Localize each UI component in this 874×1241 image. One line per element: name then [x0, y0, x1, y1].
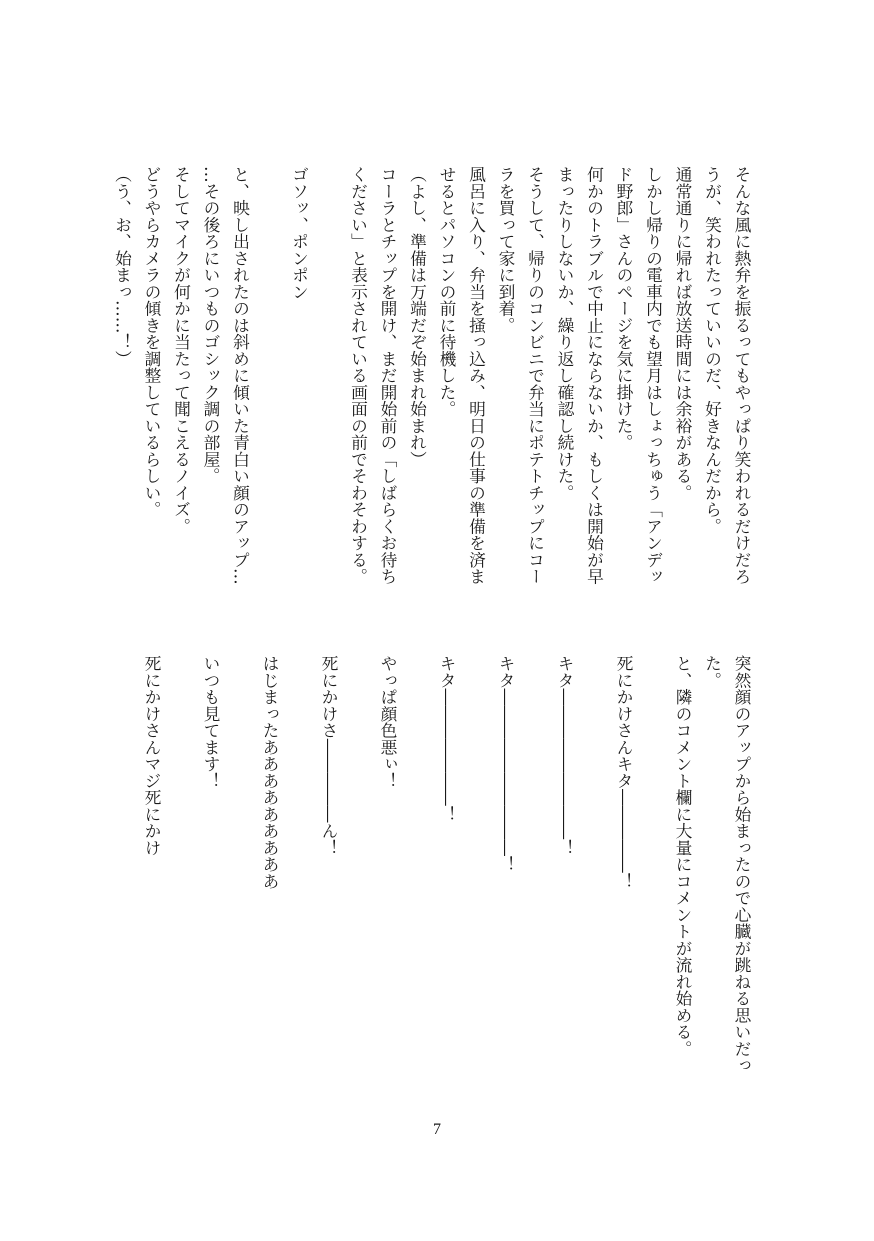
text-line: そしてマイクが何かに当たって聞こえるノイズ。	[171, 166, 192, 535]
blank-line	[402, 655, 432, 1085]
text-line: …その後ろにいつものゴシック調の部屋。	[201, 166, 221, 485]
text-line: 突然顔のアップから始まったので心臓が跳ねる思いだっ	[732, 655, 752, 1074]
blank-line	[314, 166, 344, 596]
text-line: と、隣のコメント欄に大量にコメントが流れ始める。	[673, 655, 693, 1057]
text-line: まったりしないか、繰り返し確認し続けた。	[555, 166, 575, 501]
blank-line	[343, 655, 373, 1085]
text-line: そうして、帰りのコンビニで弁当にポテトチップにコー	[525, 166, 546, 585]
text-line: た。	[702, 655, 723, 689]
text-line: せるとパソコンの前に待機した。	[437, 166, 457, 418]
blank-line	[225, 655, 255, 1085]
text-line: キタ―――――――！	[437, 655, 457, 823]
text-line: 死にかけさんキタ―――――！	[614, 655, 634, 890]
page-number: 7	[433, 1121, 441, 1138]
text-line: 死にかけさ―――――ん！	[319, 655, 339, 856]
text-line: コーラとチップを開け、まだ開始前の「しばらくお待ち	[378, 166, 398, 585]
blank-line	[284, 655, 314, 1085]
text-line: キタ――――――――――！	[496, 655, 516, 873]
text-line: ラを買って家に到着。	[496, 166, 516, 334]
text-line: しかし帰りの電車内でも望月はしょっちゅう「アンデッ	[643, 166, 664, 585]
text-line: いつも見てます！	[201, 655, 221, 789]
text-line: 何かのトラブルで中止にならないか、もしくは開始が早	[584, 166, 605, 585]
text-line: （う、お、始まっ……！）	[112, 166, 133, 367]
blank-line	[579, 655, 609, 1085]
text-line: はじまったあああああああああ	[260, 655, 280, 890]
text-line: （よし、準備は万端だぞ始まれ始まれ）	[407, 166, 428, 468]
text-line: 死にかけさんマジ死にかけ	[142, 655, 162, 856]
lower-text-block	[137, 655, 757, 1085]
blank-line	[255, 166, 285, 596]
text-line: 風呂に入り、弁当を掻っ込み、明日の仕事の準備を済ま	[466, 166, 487, 585]
text-line: やっぱ顔色悪ぃ！	[378, 655, 398, 789]
blank-line	[166, 655, 196, 1085]
text-line: ド野郎」さんのページを気に掛けた。	[614, 166, 634, 451]
text-line: そんな風に熱弁を振るってもやっぱり笑われるだけだろ	[732, 166, 752, 585]
blank-line	[461, 655, 491, 1085]
upper-text-block	[107, 166, 756, 596]
text-line: どうやらカメラの傾きを調整しているらしい。	[142, 166, 162, 518]
text-line: ゴソッ、ポンポン	[289, 166, 310, 300]
text-line: うが、笑われたっていいのだ、好きなんだから。	[702, 166, 723, 535]
text-line: キタ―――――――――！	[555, 655, 575, 856]
blank-line	[638, 655, 668, 1085]
text-line: 通常通りに帰れば放送時間には余裕がある。	[673, 166, 693, 501]
text-line: と、映し出されたのは斜めに傾いた青白い顔のアップ…	[230, 166, 251, 585]
text-line: ください」と表示されている画面の前でそわそわする。	[348, 166, 369, 585]
blank-line	[520, 655, 550, 1085]
